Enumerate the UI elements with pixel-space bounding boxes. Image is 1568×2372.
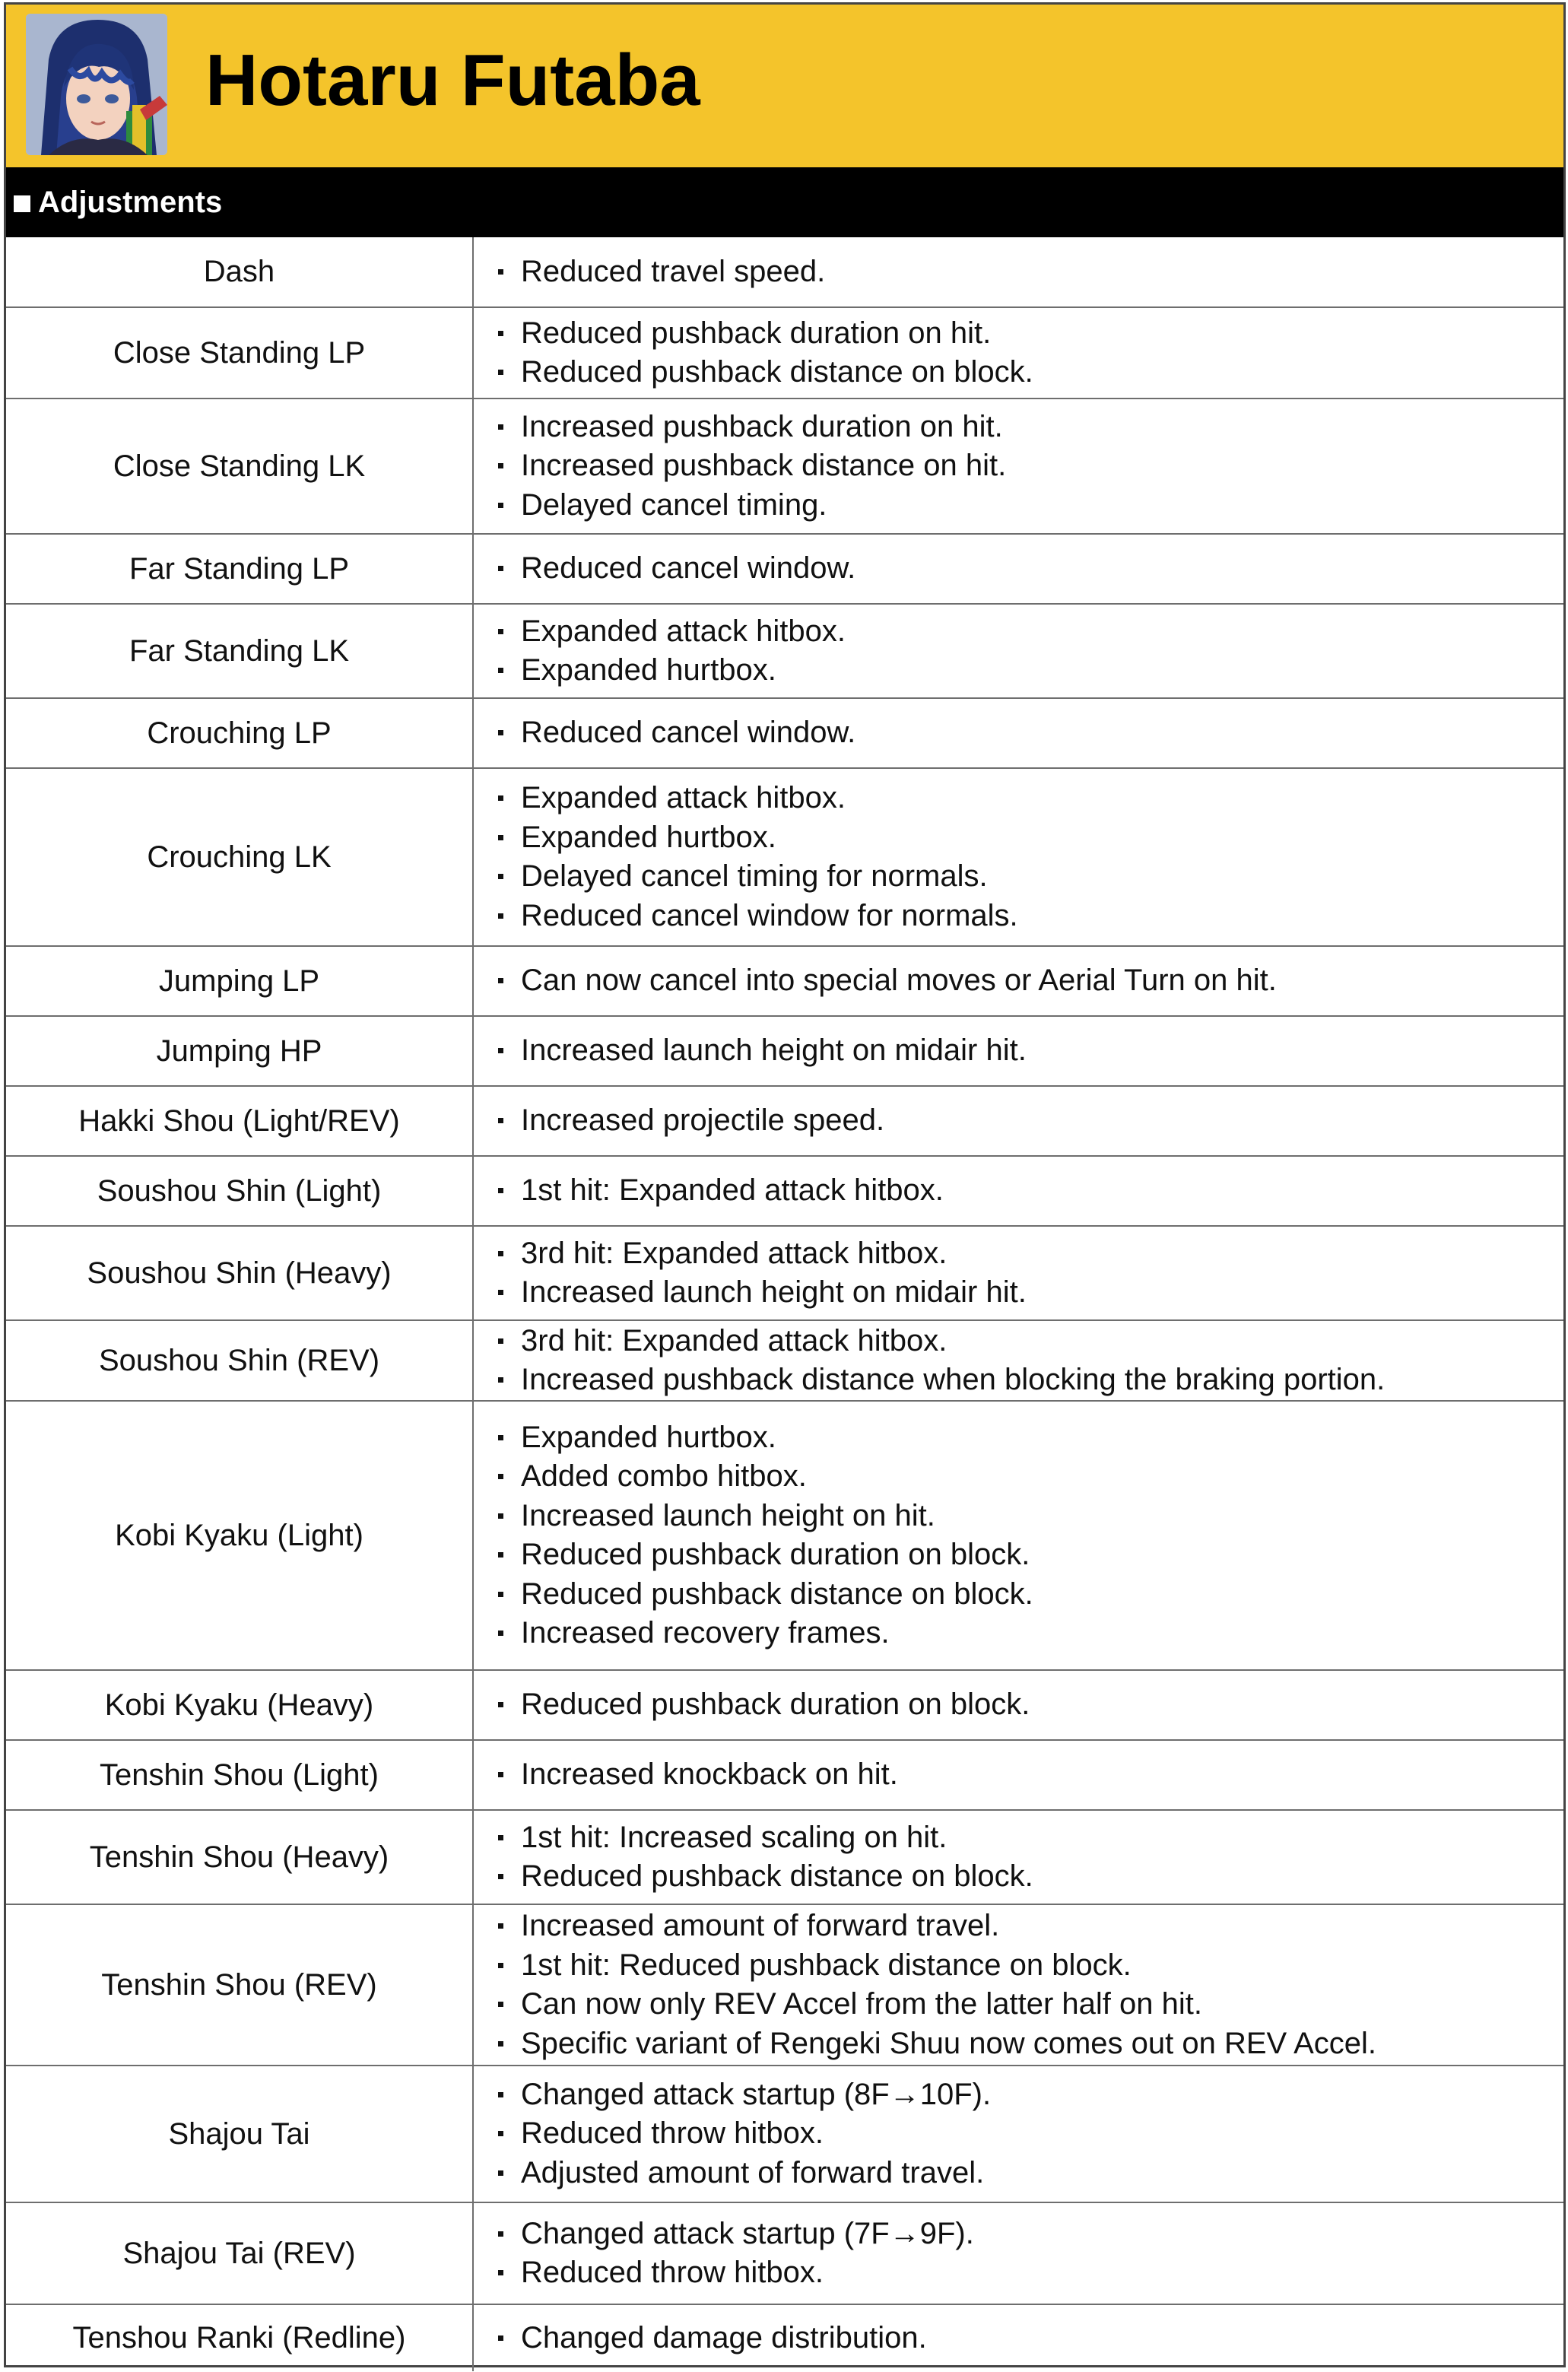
adjustment-note: Changed attack startup (7F→9F). — [521, 2215, 1563, 2254]
character-name: Hotaru Futaba — [205, 40, 700, 121]
adjustment-notes — [474, 1905, 1563, 2065]
adjustment-note: Expanded hurtbox. — [521, 818, 1563, 858]
adjustment-note: 1st hit: Expanded attack hitbox. — [521, 1171, 1563, 1211]
table-row — [6, 2304, 1563, 2371]
move-name: Soushou Shin (Light) — [6, 1157, 474, 1225]
move-name: Crouching LP — [6, 699, 474, 767]
table-row — [6, 1155, 1563, 1225]
move-name: Hakki Shou (Light/REV) — [6, 1087, 474, 1155]
adjustment-note: 1st hit: Reduced pushback distance on block. — [521, 1946, 1563, 1986]
adjustment-note: Increased pushback duration on hit. — [521, 408, 1563, 447]
adjustment-note: Reduced throw hitbox. — [521, 2253, 1563, 2293]
adjustment-notes — [474, 308, 1563, 398]
adjustment-note: Specific variant of Rengeki Shuu now comes out on REV Accel. — [521, 2024, 1563, 2064]
adjustment-notes — [474, 1741, 1563, 1809]
adjustment-note: Reduced pushback distance on block. — [521, 1575, 1563, 1615]
adjustment-notes — [474, 1157, 1563, 1225]
move-name: Kobi Kyaku (Light) — [6, 1402, 474, 1669]
move-name: Tenshin Shou (Heavy) — [6, 1811, 474, 1904]
character-portrait — [26, 14, 167, 155]
move-name: Far Standing LK — [6, 605, 474, 697]
table-row — [6, 2202, 1563, 2304]
adjustment-note: Reduced cancel window for normals. — [521, 897, 1563, 936]
table-row — [6, 306, 1563, 398]
move-name: Shajou Tai (REV) — [6, 2203, 474, 2304]
move-name: Soushou Shin (REV) — [6, 1321, 474, 1400]
move-name: Dash — [6, 237, 474, 306]
adjustment-note: Reduced throw hitbox. — [521, 2114, 1563, 2154]
move-name: Tenshin Shou (Light) — [6, 1741, 474, 1809]
adjustment-notes — [474, 2305, 1563, 2371]
table-row — [6, 1739, 1563, 1809]
adjustment-notes — [474, 699, 1563, 767]
character-header — [6, 5, 1563, 167]
adjustment-note: Reduced pushback duration on hit. — [521, 314, 1563, 354]
adjustment-note: Delayed cancel timing. — [521, 486, 1563, 526]
adjustment-note: Increased pushback distance when blocking the braking portion. — [521, 1361, 1563, 1400]
adjustment-note: Increased knockback on hit. — [521, 1755, 1563, 1795]
table-row — [6, 1904, 1563, 2065]
adjustment-notes — [474, 237, 1563, 306]
adjustment-note: Changed attack startup (8F→10F). — [521, 2075, 1563, 2115]
move-name: Kobi Kyaku (Heavy) — [6, 1671, 474, 1739]
adjustment-note: Reduced cancel window. — [521, 549, 1563, 589]
move-name: Shajou Tai — [6, 2066, 474, 2202]
adjustment-note: 1st hit: Increased scaling on hit. — [521, 1818, 1563, 1858]
adjustment-notes — [474, 399, 1563, 533]
adjustment-note: Added combo hitbox. — [521, 1457, 1563, 1497]
adjustment-note: Increased pushback distance on hit. — [521, 446, 1563, 486]
move-name: Tenshin Shou (REV) — [6, 1905, 474, 2065]
section-title: Adjustments — [38, 186, 223, 219]
table-row — [6, 603, 1563, 697]
table-row — [6, 2065, 1563, 2202]
adjustment-note: Reduced pushback distance on block. — [521, 353, 1563, 392]
move-name: Tenshou Ranki (Redline) — [6, 2305, 474, 2371]
adjustment-note: Increased projectile speed. — [521, 1101, 1563, 1141]
adjustment-notes — [474, 769, 1563, 945]
adjustment-notes — [474, 605, 1563, 697]
adjustment-note: Can now only REV Accel from the latter half on hit. — [521, 1985, 1563, 2024]
adjustment-notes — [474, 1402, 1563, 1669]
table-row — [6, 767, 1563, 945]
adjustment-note: Reduced pushback duration on block. — [521, 1535, 1563, 1575]
table-row — [6, 1669, 1563, 1739]
adjustment-note: Adjusted amount of forward travel. — [521, 2154, 1563, 2193]
adjustment-notes — [474, 535, 1563, 603]
adjustment-note: Reduced pushback distance on block. — [521, 1857, 1563, 1897]
move-name: Close Standing LK — [6, 399, 474, 533]
adjustment-note: Expanded hurtbox. — [521, 651, 1563, 691]
adjustment-note: Reduced pushback duration on block. — [521, 1685, 1563, 1725]
adjustment-notes — [474, 1671, 1563, 1739]
adjustment-note: Expanded hurtbox. — [521, 1418, 1563, 1458]
adjustment-notes — [474, 1227, 1563, 1319]
adjustment-note: Increased recovery frames. — [521, 1614, 1563, 1653]
table-row — [6, 1319, 1563, 1400]
adjustment-note: Delayed cancel timing for normals. — [521, 857, 1563, 897]
adjustment-note: Expanded attack hitbox. — [521, 779, 1563, 818]
adjustment-note: Increased launch height on hit. — [521, 1497, 1563, 1536]
adjustment-note: Increased amount of forward travel. — [521, 1907, 1563, 1946]
adjustment-note: Can now cancel into special moves or Aerial Turn on hit. — [521, 961, 1563, 1001]
square-bullet-icon — [14, 195, 30, 212]
adjustment-notes — [474, 947, 1563, 1015]
table-row — [6, 1015, 1563, 1085]
adjustment-notes — [474, 2203, 1563, 2304]
table-row — [6, 237, 1563, 306]
adjustment-notes — [474, 1811, 1563, 1904]
adjustment-note: Reduced travel speed. — [521, 252, 1563, 292]
adjustment-note: Expanded attack hitbox. — [521, 612, 1563, 652]
move-name: Jumping LP — [6, 947, 474, 1015]
adjustment-note: 3rd hit: Expanded attack hitbox. — [521, 1322, 1563, 1361]
table-row — [6, 1085, 1563, 1155]
move-name: Soushou Shin (Heavy) — [6, 1227, 474, 1319]
patch-notes-sheet — [4, 2, 1566, 2367]
move-name: Far Standing LP — [6, 535, 474, 603]
table-row — [6, 945, 1563, 1015]
adjustment-note: 3rd hit: Expanded attack hitbox. — [521, 1234, 1563, 1274]
adjustment-note: Increased launch height on midair hit. — [521, 1031, 1563, 1071]
adjustments-table — [6, 237, 1563, 2371]
adjustment-notes — [474, 1087, 1563, 1155]
adjustment-note: Changed damage distribution. — [521, 2319, 1563, 2358]
move-name: Close Standing LP — [6, 308, 474, 398]
adjustment-note: Reduced cancel window. — [521, 713, 1563, 753]
table-row — [6, 1809, 1563, 1904]
move-name: Crouching LK — [6, 769, 474, 945]
adjustment-notes — [474, 1321, 1563, 1400]
section-header — [6, 167, 1563, 237]
table-row — [6, 1400, 1563, 1669]
adjustment-note: Increased launch height on midair hit. — [521, 1273, 1563, 1313]
adjustment-notes — [474, 1017, 1563, 1085]
table-row — [6, 697, 1563, 767]
adjustment-notes — [474, 2066, 1563, 2202]
move-name: Jumping HP — [6, 1017, 474, 1085]
table-row — [6, 1225, 1563, 1319]
table-row — [6, 533, 1563, 603]
table-row — [6, 398, 1563, 533]
